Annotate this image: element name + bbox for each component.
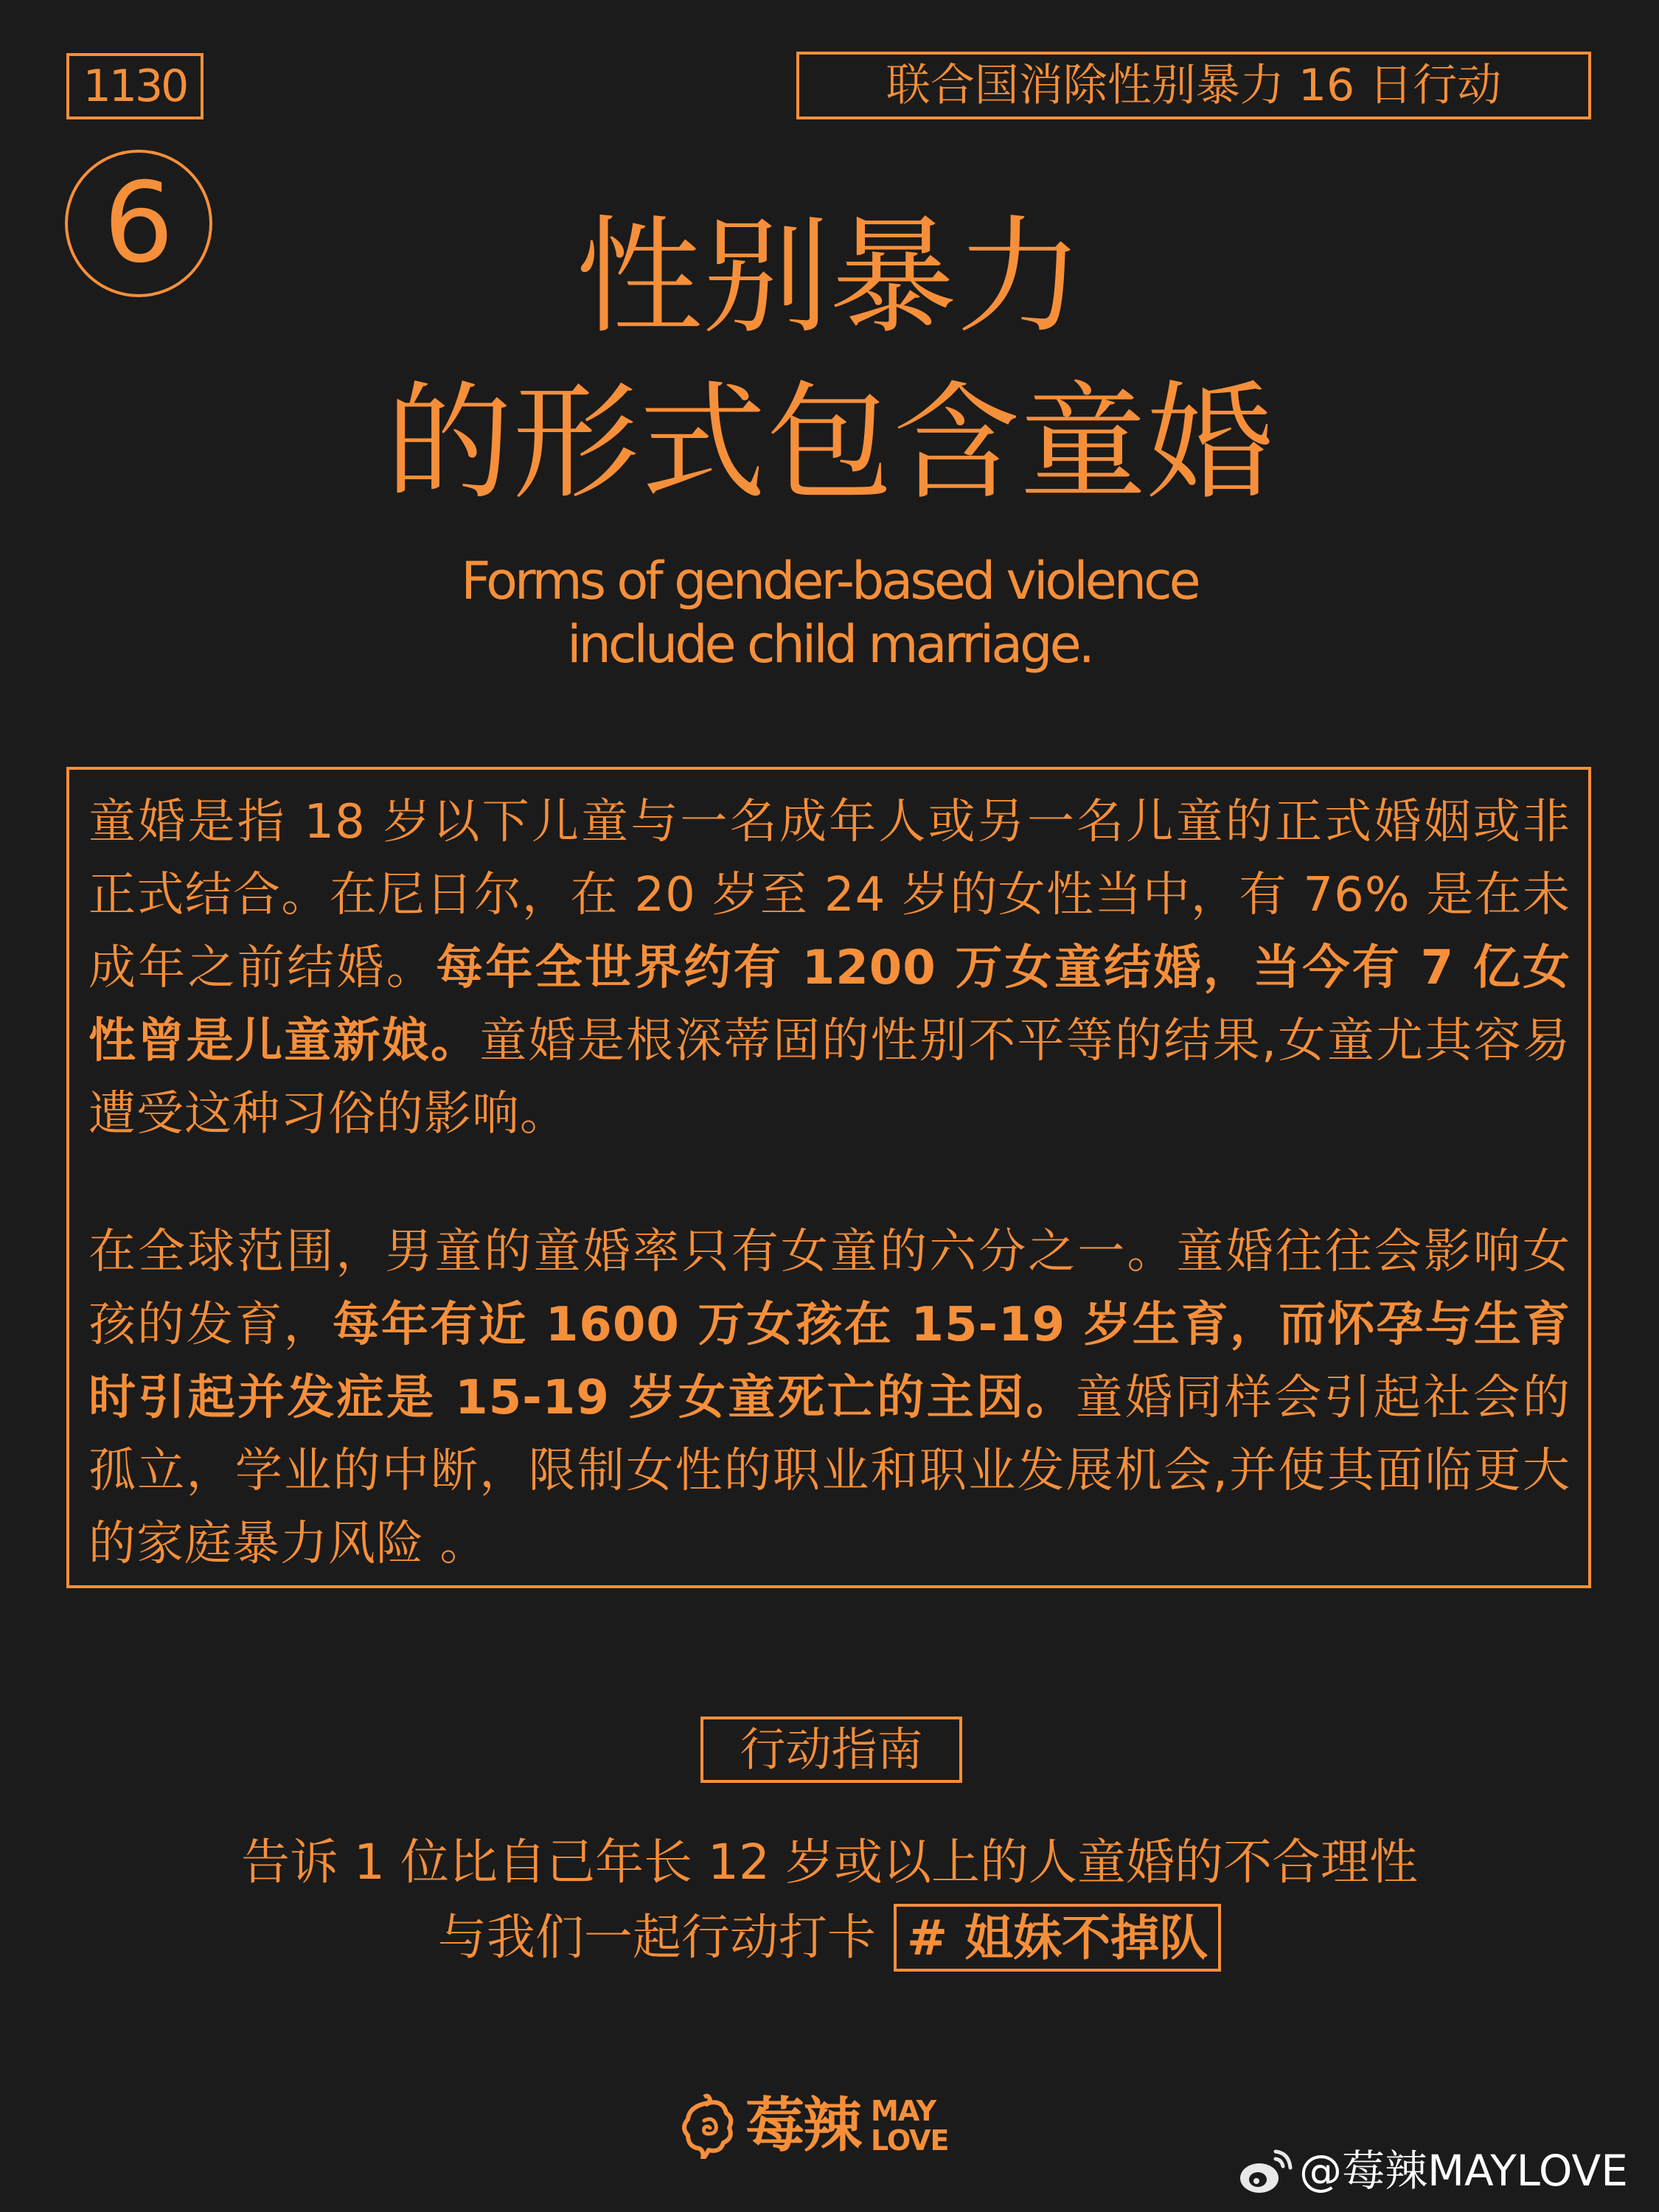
paragraph-2-text: 在全球范围，男童的童婚率只有女童的六分之一。童婚往往会影响女孩的发育，	[88, 1225, 1571, 1352]
page-title-line-2: 的形式包含童婚	[386, 369, 1273, 517]
paragraph-2-text-end: 童婚同样会引起社会的孤立，学业的中断，限制女性的职业和职业发展机会,并使其面临更大的家庭暴力风险 。	[88, 1371, 1571, 1571]
subtitle-line-2: include child marriage.	[567, 614, 1092, 675]
item-number: 6	[103, 159, 174, 288]
action-line-2	[0, 1904, 1659, 1972]
logo-chinese: 莓辣	[745, 2091, 860, 2160]
page-title-line-1: 性别暴力	[576, 203, 1083, 351]
action-line-1: 告诉 1 位比自己年长 12 岁或以上的人童婚的不合理性	[241, 1834, 1418, 1891]
brand-logo	[682, 2093, 949, 2159]
date-badge	[66, 53, 204, 119]
paragraph-2	[88, 1216, 1571, 1581]
paragraph-1-text-end: 童婚是根深蒂固的性别不平等的结果,女童尤其容易遭受这种习俗的影响。	[88, 1014, 1571, 1141]
logo-english-line-2: LOVE	[871, 2124, 949, 2157]
campaign-badge	[796, 52, 1591, 119]
subtitle-line-1: Forms of gender-based violence	[461, 551, 1198, 611]
weibo-icon	[1237, 2146, 1295, 2196]
paragraph-1-highlight: 每年全世界约有 1200 万女童结婚，当今有 7 亿女性曾是儿童新娘。	[88, 941, 1571, 1068]
date-text: 1130	[83, 60, 187, 112]
logo-english	[871, 2096, 949, 2155]
english-subtitle	[0, 549, 1659, 676]
weibo-handle: @莓辣MAYLOVE	[1299, 2146, 1628, 2196]
content-box	[66, 767, 1591, 1588]
action-guide-text: 行动指南	[740, 1722, 923, 1776]
action-guide-label	[700, 1717, 962, 1783]
weibo-watermark	[1237, 2146, 1628, 2196]
campaign-text: 联合国消除性别暴力 16 日行动	[886, 60, 1502, 111]
action-line-2-text: 与我们一起行动打卡	[437, 1909, 876, 1966]
logo-english-line-1: MAY	[871, 2095, 936, 2127]
paragraph-2-highlight: 每年有近 1600 万女孩在 15-19 岁生育，而怀孕与生育时引起并发症是 15-19 岁女童死亡的主因。	[88, 1298, 1571, 1425]
strawberry-logo-icon	[682, 2093, 735, 2159]
paragraph-1	[88, 786, 1571, 1151]
hashtag-badge[interactable]: # 姐妹不掉队	[894, 1904, 1221, 1972]
paragraph-1-text: 童婚是指 18 岁以下儿童与一名成年人或另一名儿童的正式婚姻或非正式结合。在尼日尔，在 20 岁至 24 岁的女性当中，有 76% 是在未成年之前结婚。	[88, 795, 1571, 995]
